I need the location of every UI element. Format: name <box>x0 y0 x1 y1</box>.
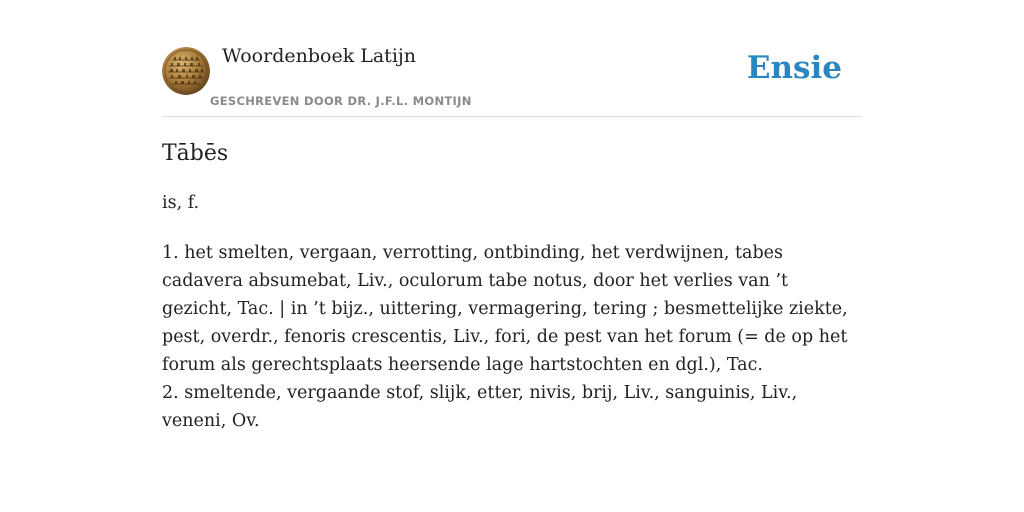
header <box>162 0 862 117</box>
entry-title: Tābēs <box>162 141 229 166</box>
coin-logo-icon[interactable] <box>162 47 210 95</box>
dictionary-title-link[interactable]: Woordenboek Latijn <box>222 45 417 67</box>
page-container <box>162 0 862 431</box>
entry-grammar: is, f. <box>162 193 200 213</box>
author-byline: GESCHREVEN DOOR DR. J.F.L. MONTIJN <box>210 94 472 108</box>
entry-definition: 1. het smelten, vergaan, verrotting, ontbinding, het verdwijnen, tabes cadavera absumebat, Liv., oculorum tabe notus, door het verlies van ’t gezicht, Tac. | in ’t bijz., uittering, vermagering, tering ; besmettelijke ziekte, pest, overdr., fenoris crescentis, Liv., fori, de pest van het forum (= de op het forum als gerechtsplaats heersende lage hartstochten en dgl.), Tac. 2. smeltende, vergaande stof, slijk, etter, nivis, brij, Liv., sanguinis, Liv., veneni, Ov. <box>162 243 848 431</box>
ensie-logo-link[interactable]: Ensie <box>746 50 842 86</box>
